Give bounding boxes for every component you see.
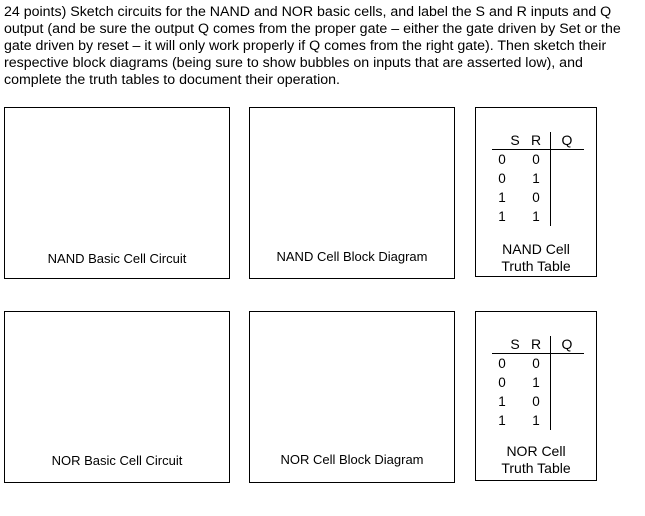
truth-table-cell: 1: [498, 190, 506, 205]
truth-table-output-divider: [550, 336, 551, 430]
nor-truth-table-title-line2: Truth Table: [501, 460, 571, 476]
nand-block-diagram-label: NAND Cell Block Diagram: [276, 249, 428, 264]
truth-table-cell: 0: [498, 152, 506, 167]
truth-table-output-divider: [550, 132, 551, 226]
truth-table-cell: 1: [532, 171, 540, 186]
truth-table-cell: 0: [498, 171, 506, 186]
truth-table-header-q: Q: [561, 336, 573, 352]
truth-table-header-rule: [492, 353, 584, 354]
truth-table-cell: 0: [532, 394, 540, 409]
nor-truth-table: [492, 336, 602, 430]
truth-table-header-r: R: [530, 336, 542, 352]
truth-table-cell: 1: [532, 375, 540, 390]
nand-circuit-label: NAND Basic Cell Circuit: [47, 251, 187, 266]
question-text: 24 points) Sketch circuits for the NAND and NOR basic cells, and label the S and R inputs and Q output (and be sure the output Q comes from the proper gate – either the gate driven by Set or the gate driven by reset – it will only work properly if Q comes from the right gate). Then sketch their respective block diagrams (being sure to show bubbles on inputs that are asserted low), and complete the truth tables to document their operation.: [4, 4, 621, 88]
truth-table-header-r: R: [530, 132, 542, 148]
nand-truth-table: [492, 132, 602, 226]
nor-truth-table-title-line1: NOR Cell: [506, 443, 566, 459]
nor-block-diagram-label: NOR Cell Block Diagram: [280, 452, 424, 467]
truth-table-cell: 0: [532, 152, 540, 167]
nand-circuit-box: [4, 107, 230, 279]
truth-table-cell: 1: [498, 209, 506, 224]
truth-table-header-rule: [492, 149, 584, 150]
nor-circuit-box: [4, 311, 230, 483]
truth-table-cell: 1: [532, 413, 540, 428]
truth-table-cell: 0: [532, 356, 540, 371]
truth-table-cell: 1: [532, 209, 540, 224]
nand-block-diagram-box: [249, 107, 455, 279]
truth-table-header-q: Q: [561, 132, 573, 148]
truth-table-header-s: S: [510, 132, 520, 148]
nand-truth-table-title-line1: NAND Cell: [502, 241, 570, 257]
truth-table-cell: 0: [498, 375, 506, 390]
truth-table-cell: 1: [498, 394, 506, 409]
nand-truth-table-title-line2: Truth Table: [501, 258, 571, 274]
nor-block-diagram-box: [249, 311, 455, 483]
truth-table-cell: 1: [498, 413, 506, 428]
nor-truth-table-box: [475, 311, 597, 481]
truth-table-cell: 0: [498, 356, 506, 371]
nand-truth-table-box: [475, 107, 597, 277]
truth-table-header-s: S: [510, 336, 520, 352]
truth-table-cell: 0: [532, 190, 540, 205]
nor-circuit-label: NOR Basic Cell Circuit: [51, 453, 183, 468]
